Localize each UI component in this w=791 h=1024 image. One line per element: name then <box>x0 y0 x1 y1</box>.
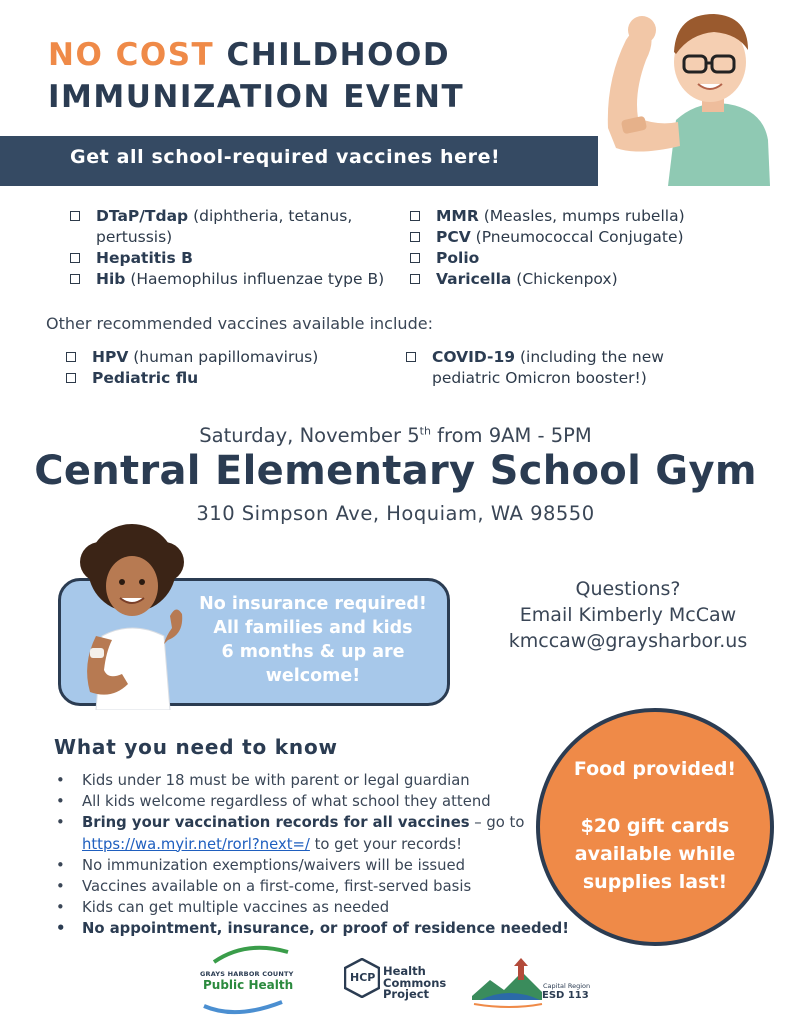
checkbox-icon <box>66 373 76 383</box>
event-venue: Central Elementary School Gym <box>34 448 757 494</box>
list-item: Hepatitis B <box>68 248 408 269</box>
grays-harbor-logo-main: Public Health <box>203 978 294 992</box>
list-item: • All kids welcome regardless of what school they attend <box>54 791 584 812</box>
title-accent: NO COST <box>48 37 215 73</box>
checkbox-icon <box>66 352 76 362</box>
hcp-logo-text: Health Commons Project <box>383 964 447 1001</box>
checkbox-icon <box>410 232 420 242</box>
hcp-logo-abbr: HCP <box>350 971 376 984</box>
know-list <box>54 770 584 940</box>
event-title <box>48 34 464 118</box>
checkbox-icon <box>70 253 80 263</box>
title-rest: CHILDHOOD <box>214 37 451 73</box>
checkbox-icon <box>70 211 80 221</box>
list-item: Polio <box>408 248 748 269</box>
records-link[interactable]: https://wa.myir.net/rorl?next=/ <box>82 835 310 853</box>
contact-questions: Questions? <box>575 578 681 600</box>
esd-logo-line1: Capital Region <box>543 982 591 990</box>
event-address: 310 Simpson Ave, Hoquiam, WA 98550 <box>196 502 595 525</box>
other-vaccines-label: Other recommended vaccines available include: <box>46 314 433 333</box>
list-item: • Kids can get multiple vaccines as needed <box>54 897 584 918</box>
callout-text: No insurance required! All families and kids 6 months & up are welcome! <box>199 594 427 686</box>
list-item: DTaP/Tdap (diphtheria, tetanus, pertussis) <box>68 206 408 248</box>
list-item: • No immunization exemptions/waivers will be issued <box>54 855 584 876</box>
list-item: • Kids under 18 must be with parent or legal guardian <box>54 770 584 791</box>
checkbox-icon <box>410 211 420 221</box>
other-vaccines-right <box>404 347 734 389</box>
list-item: PCV (Pneumococcal Conjugate) <box>408 227 748 248</box>
list-item: Varicella (Chickenpox) <box>408 269 748 290</box>
grays-harbor-logo-top: GRAYS HARBOR COUNTY <box>200 970 294 978</box>
list-item: Hib (Haemophilus influenzae type B) <box>68 269 408 290</box>
title-line2: IMMUNIZATION EVENT <box>48 79 465 115</box>
list-item: HPV (human papillomavirus) <box>64 347 394 368</box>
list-item: COVID-19 (including the new pediatric Omicron booster!) <box>404 347 734 389</box>
list-item: • No appointment, insurance, or proof of residence needed! <box>54 918 584 939</box>
checkbox-icon <box>406 352 416 362</box>
list-item: MMR (Measles, mumps rubella) <box>408 206 748 227</box>
know-heading: What you need to know <box>54 735 338 759</box>
event-date: Saturday, November 5th from 9AM - 5PM <box>199 424 592 447</box>
esd-logo-line2: ESD 113 <box>542 990 589 1001</box>
checkbox-icon <box>410 253 420 263</box>
contact-email[interactable]: kmccaw@graysharbor.us <box>508 630 748 652</box>
contact-name: Email Kimberly McCaw <box>519 604 737 626</box>
required-vaccines-left <box>68 206 408 290</box>
required-vaccines-right <box>408 206 748 290</box>
promo-food: Food provided! <box>573 758 737 780</box>
contact-info <box>468 576 788 654</box>
checkbox-icon <box>70 274 80 284</box>
banner-text: Get all school-required vaccines here! <box>70 146 501 168</box>
list-item: • Vaccines available on a first-come, first-served basis <box>54 876 584 897</box>
promo-gift-cards: $20 gift cards available while supplies last! <box>574 815 736 893</box>
boy-flexing-photo <box>598 0 791 186</box>
list-item: • Bring your vaccination records for all vaccines – go to https://wa.myir.net/rorl?next=/ to get your records! <box>54 812 584 854</box>
girl-thumbs-up-photo <box>72 524 190 710</box>
other-vaccines-left <box>64 347 394 389</box>
list-item: Pediatric flu <box>64 368 394 389</box>
checkbox-icon <box>410 274 420 284</box>
